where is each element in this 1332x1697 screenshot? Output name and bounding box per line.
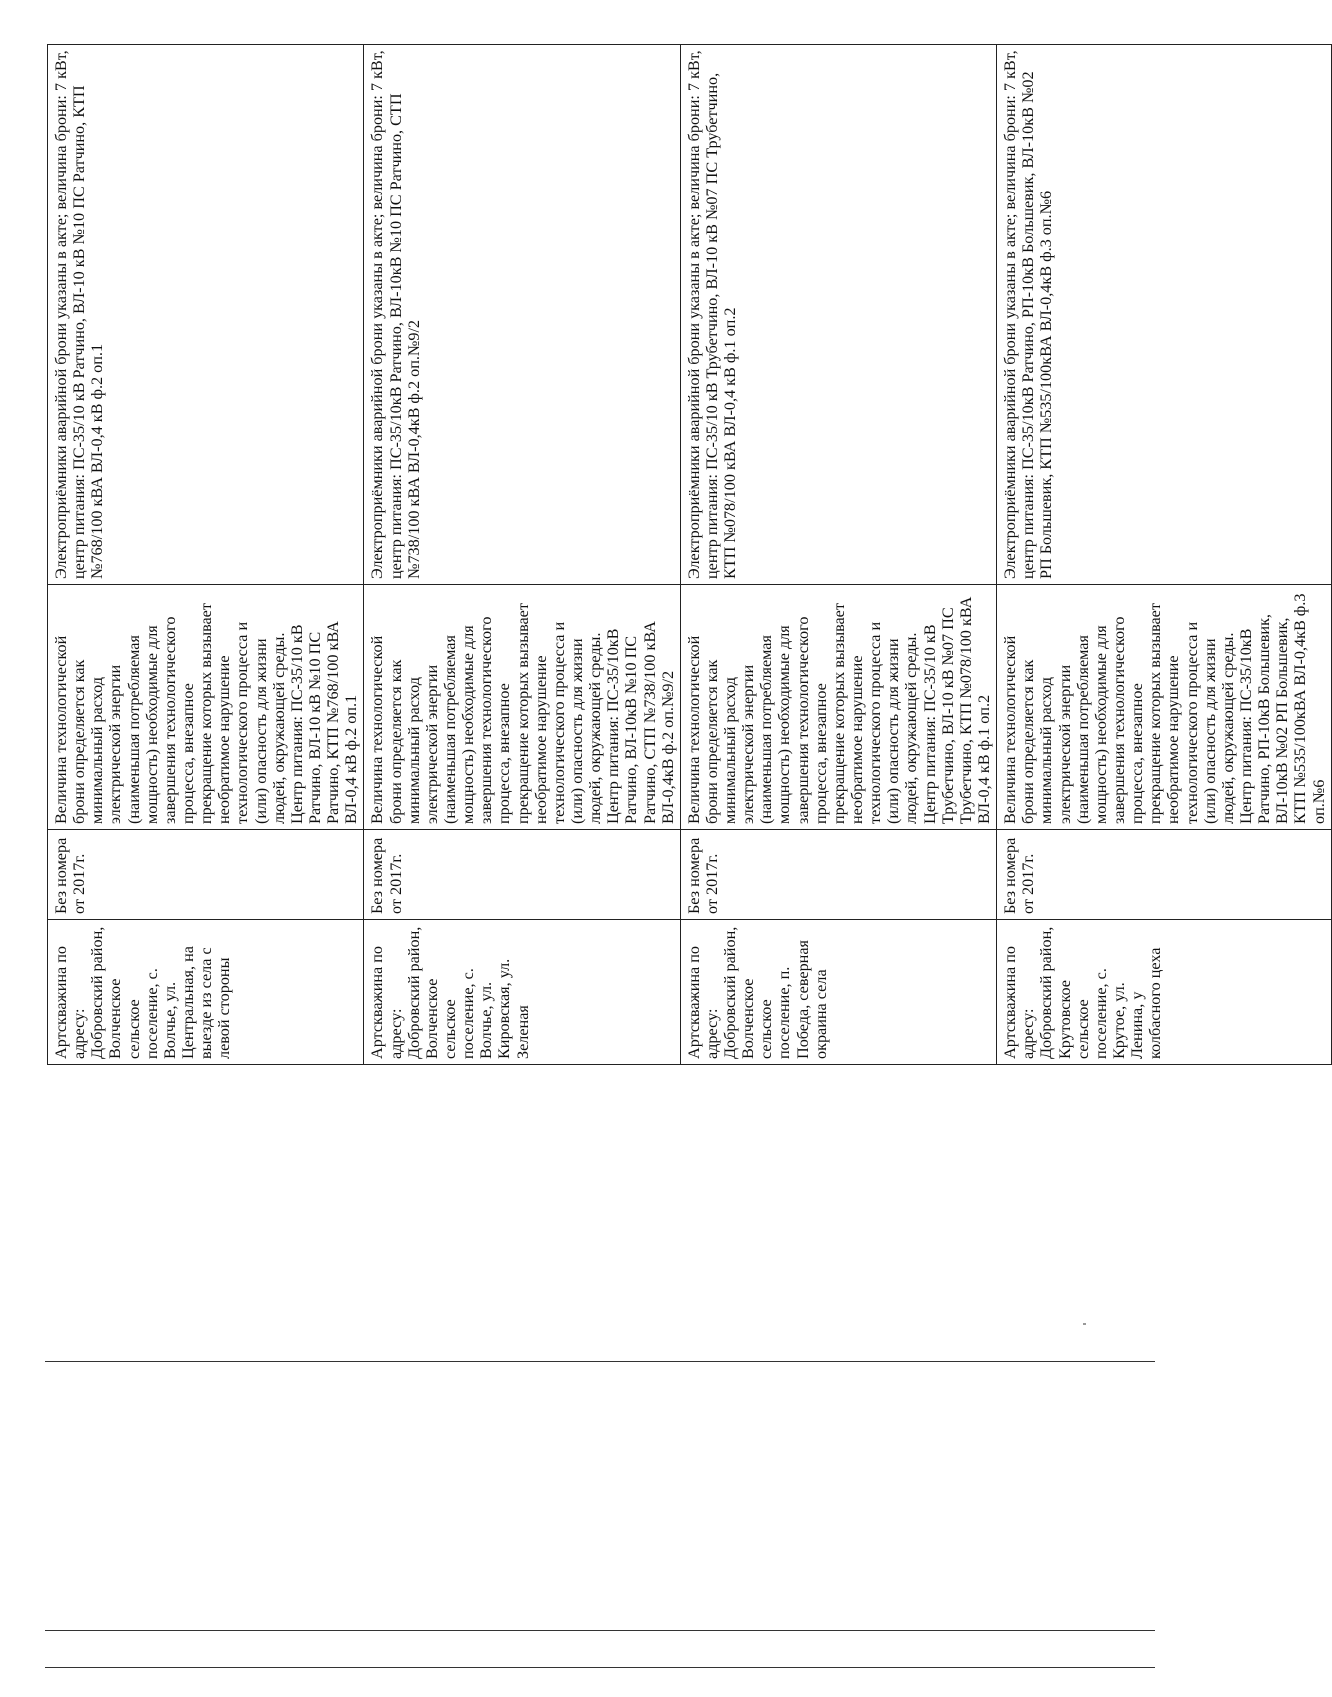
emergency-reserve-cell: Электроприёмники аварийной брони указаны в акте; величина брони: 7 кВт, центр питания: ПС-35/10кВ Ратчино, РП-10кВ Большевик, ВЛ-10кВ №02 РП Большевик, КТП №535/100кВА ВЛ-0,4кВ ф.3 оп.№6 [997,45,1332,585]
act-cell: Без номера от 2017г. [48,830,364,920]
table-row [48,45,364,1065]
emergency-reserve-table [47,44,1332,1065]
emergency-reserve-cell: Электроприёмники аварийной брони указаны в акте; величина брони: 7 кВт, центр питания: ПС-35/10кВ Ратчино, ВЛ-10кВ №10 ПС Ратчино, СТП №738/100 кВА ВЛ-0,4кВ ф.2 оп.№9/2 [364,45,680,585]
emergency-reserve-cell: Электроприёмники аварийной брони указаны в акте; величина брони: 7 кВт, центр питания: ПС-35/10 кВ Трубетчино, ВЛ-10 кВ №07 ПС Трубетчино, КТП №078/100 кВА ВЛ-0,4 кВ ф.1 оп.2 [680,45,996,585]
scan-speck [1083,1323,1086,1325]
act-cell: Без номера от 2017г. [364,830,680,920]
table-row [680,45,996,1065]
address-cell: Артскважина по адресу: Добровский район, Крутовское сельское поселение, с. Крутое, ул. Ленина, у колбасного цеха [997,920,1332,1065]
address-cell: Артскважина по адресу: Добровский район, Волченское сельское поселение, с. Волчье, ул. Кировская, ул. Зеленая [364,920,680,1065]
separator-line [45,1667,1155,1668]
tech-reserve-cell: Величина технологической брони определяется как минимальный расход электрической энергии (наименьшая потребляемая мощность) необходимые для завершения технологического процесса, внезапное прекращение которых вызывает необратимое нарушение технологического процесса и (или) опасность для жизни людей, окружающей среды. Центр питания: ПС-35/10 кВ Ратчино, ВЛ-10 кВ №10 ПС Ратчино, КТП №768/100 кВА ВЛ-0,4 кВ ф.2 оп.1 [48,585,364,830]
table-row [364,45,680,1065]
table-row [997,45,1332,1065]
address-cell: Артскважина по адресу: Добровский район, Волченское сельское поселение, п. Победа, северная окраина села [680,920,996,1065]
tech-reserve-cell: Величина технологической брони определяется как минимальный расход электрической энергии (наименьшая потребляемая мощность) необходимые для завершения технологического процесса, внезапное прекращение которых вызывает необратимое нарушение технологического процесса и (или) опасность для жизни людей, окружающей среды. Центр питания: ПС-35/10кВ Ратчино, ВЛ-10кВ №10 ПС Ратчино, СТП №738/100 кВА ВЛ-0,4кВ ф.2 оп.№9/2 [364,585,680,830]
emergency-reserve-cell: Электроприёмники аварийной брони указаны в акте; величина брони: 7 кВт, центр питания: ПС-35/10 кВ Ратчино, ВЛ-10 кВ №10 ПС Ратчино, КТП №768/100 кВА ВЛ-0,4 кВ ф.2 оп.1 [48,45,364,585]
address-cell: Артскважина по адресу: Добровский район, Волченское сельское поселение, с. Волчье, ул. Центральная, на выезде из села с левой стороны [48,920,364,1065]
act-cell: Без номера от 2017г. [997,830,1332,920]
separator-line [45,1361,1155,1362]
separator-line [45,1630,1155,1631]
act-cell: Без номера от 2017г. [680,830,996,920]
tech-reserve-cell: Величина технологической брони определяется как минимальный расход электрической энергии (наименьшая потребляемая мощность) необходимые для завершения технологического процесса, внезапное прекращение которых вызывает необратимое нарушение технологического процесса и (или) опасность для жизни людей, окружающей среды. Центр питания: ПС-35/10 кВ Трубетчино, ВЛ-10 кВ №07 ПС Трубетчино, КТП №078/100 кВА ВЛ-0,4 кВ ф.1 оп.2 [680,585,996,830]
tech-reserve-cell: Величина технологической брони определяется как минимальный расход электрической энергии (наименьшая потребляемая мощность) необходимые для завершения технологического процесса, внезапное прекращение которых вызывает необратимое нарушение технологического процесса и (или) опасность для жизни людей, окружающей среды. Центр питания: ПС-35/10кВ Ратчино, РП-10кВ Большевик, ВЛ-10кВ №02 РП Большевик, КТП №535/100кВА ВЛ-0,4кВ ф.3 оп.№6 [997,585,1332,830]
rotated-table-wrapper [47,45,1328,1065]
